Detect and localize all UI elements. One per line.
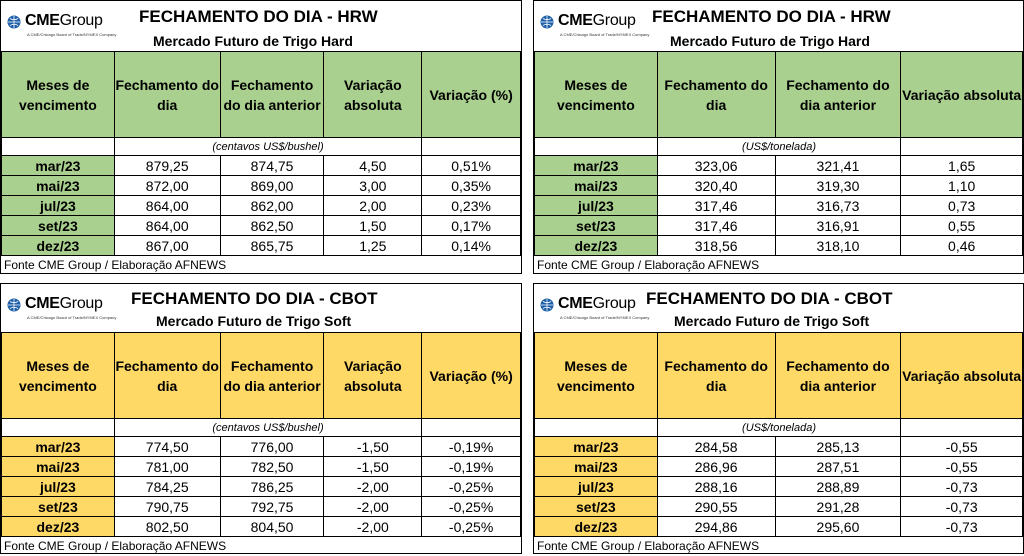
logo-wordmark: CMEGroup	[25, 12, 103, 29]
globe-icon	[7, 298, 21, 312]
header-prev-close: Fechamento do dia anterior	[775, 52, 901, 138]
value-cell: 291,28	[775, 497, 901, 517]
table-row	[535, 437, 1023, 457]
table-row	[2, 457, 521, 477]
header-close: Fechamento do dia	[657, 52, 775, 138]
value-cell: -0,25%	[422, 497, 521, 517]
table-row	[2, 216, 521, 236]
logo-tagline: A CME/Chicago Board of Trade/NYMEX Company	[560, 315, 650, 320]
maturity-cell: dez/23	[2, 517, 115, 537]
logo-tagline: A CME/Chicago Board of Trade/NYMEX Company	[560, 32, 650, 37]
panel-subtitle: Mercado Futuro de Trigo Hard	[670, 33, 870, 49]
value-cell: 0,35%	[422, 176, 521, 196]
value-cell: 1,65	[901, 156, 1023, 176]
table-row	[2, 497, 521, 517]
value-cell: -0,55	[901, 437, 1023, 457]
maturity-cell: mai/23	[535, 457, 658, 477]
header-abs-change: Variação absoluta	[901, 333, 1023, 419]
header-pct-change: Variação (%)	[422, 52, 521, 138]
value-cell: 784,25	[114, 477, 220, 497]
table-row	[2, 196, 521, 216]
cbot-cents-panel	[0, 283, 522, 554]
value-cell: -0,55	[901, 457, 1023, 477]
panel-subtitle: Mercado Futuro de Trigo Soft	[156, 313, 352, 329]
value-cell: 320,40	[657, 176, 775, 196]
panel-header	[534, 1, 1023, 51]
table-row	[535, 236, 1023, 256]
value-cell: 1,10	[901, 176, 1023, 196]
value-cell: 790,75	[114, 497, 220, 517]
value-cell: -0,19%	[422, 457, 521, 477]
quotes-table	[1, 51, 521, 256]
value-cell: 864,00	[114, 196, 220, 216]
value-cell: 285,13	[775, 437, 901, 457]
value-cell: -0,73	[901, 497, 1023, 517]
value-cell: 0,14%	[422, 236, 521, 256]
value-cell: -0,73	[901, 477, 1023, 497]
table-row	[2, 236, 521, 256]
value-cell: 0,17%	[422, 216, 521, 236]
globe-icon	[540, 298, 554, 312]
value-cell: 294,86	[657, 517, 775, 537]
table-row	[535, 216, 1023, 236]
value-cell: 3,00	[324, 176, 422, 196]
maturity-cell: dez/23	[535, 517, 658, 537]
unit-label: (US$/tonelada)	[657, 138, 901, 156]
panel-subtitle: Mercado Futuro de Trigo Soft	[674, 313, 870, 329]
value-cell: 317,46	[657, 196, 775, 216]
maturity-cell: jul/23	[2, 477, 115, 497]
header-maturity: Meses de vencimento	[535, 333, 658, 419]
header-prev-close: Fechamento do dia anterior	[220, 52, 324, 138]
logo-tagline: A CME/Chicago Board of Trade/NYMEX Company	[27, 32, 117, 37]
maturity-cell: set/23	[535, 216, 658, 236]
value-cell: 864,00	[114, 216, 220, 236]
header-abs-change: Variação absoluta	[324, 333, 422, 419]
table-row	[535, 196, 1023, 216]
value-cell: 0,46	[901, 236, 1023, 256]
value-cell: 879,25	[114, 156, 220, 176]
value-cell: 284,58	[657, 437, 775, 457]
maturity-cell: set/23	[2, 497, 115, 517]
logo-wordmark: CMEGroup	[25, 295, 103, 312]
table-row	[535, 457, 1023, 477]
maturity-cell: jul/23	[535, 196, 658, 216]
value-cell: 0,23%	[422, 196, 521, 216]
source-note: Fonte CME Group / Elaboração AFNEWS	[4, 539, 227, 553]
logo-wordmark: CMEGroup	[558, 295, 636, 312]
header-prev-close: Fechamento do dia anterior	[220, 333, 324, 419]
table-row	[2, 176, 521, 196]
value-cell: 867,00	[114, 236, 220, 256]
value-cell: 316,73	[775, 196, 901, 216]
value-cell: 862,00	[220, 196, 324, 216]
table-row	[2, 517, 521, 537]
logo-wordmark: CMEGroup	[558, 12, 636, 29]
value-cell: 0,55	[901, 216, 1023, 236]
panel-header	[1, 1, 521, 51]
value-cell: -2,00	[324, 477, 422, 497]
value-cell: -1,50	[324, 457, 422, 477]
unit-label: (centavos US$/bushel)	[114, 138, 421, 156]
cbot-ton-panel	[533, 283, 1024, 554]
globe-icon	[7, 15, 21, 29]
maturity-cell: mai/23	[2, 457, 115, 477]
value-cell: 1,25	[324, 236, 422, 256]
value-cell: 317,46	[657, 216, 775, 236]
header-abs-change: Variação absoluta	[901, 52, 1023, 138]
value-cell: 869,00	[220, 176, 324, 196]
value-cell: -2,00	[324, 517, 422, 537]
value-cell: 874,75	[220, 156, 324, 176]
unit-label: (centavos US$/bushel)	[114, 419, 421, 437]
value-cell: 288,16	[657, 477, 775, 497]
table-row	[2, 156, 521, 176]
quotes-table	[534, 51, 1023, 256]
source-note: Fonte CME Group / Elaboração AFNEWS	[4, 258, 227, 272]
value-cell: 295,60	[775, 517, 901, 537]
table-row	[535, 176, 1023, 196]
globe-icon	[540, 15, 554, 29]
panel-header	[1, 284, 521, 332]
value-cell: 802,50	[114, 517, 220, 537]
value-cell: 318,10	[775, 236, 901, 256]
hrw-ton-panel	[533, 0, 1024, 274]
maturity-cell: dez/23	[2, 236, 115, 256]
source-note: Fonte CME Group / Elaboração AFNEWS	[537, 539, 760, 553]
value-cell: 804,50	[220, 517, 324, 537]
value-cell: 792,75	[220, 497, 324, 517]
header-abs-change: Variação absoluta	[324, 52, 422, 138]
value-cell: 0,73	[901, 196, 1023, 216]
maturity-cell: mar/23	[2, 437, 115, 457]
value-cell: 782,50	[220, 457, 324, 477]
table-row	[535, 477, 1023, 497]
maturity-cell: jul/23	[2, 196, 115, 216]
header-maturity: Meses de vencimento	[535, 52, 658, 138]
header-close: Fechamento do dia	[114, 52, 220, 138]
table-row	[535, 497, 1023, 517]
value-cell: 781,00	[114, 457, 220, 477]
value-cell: 865,75	[220, 236, 324, 256]
maturity-cell: dez/23	[535, 236, 658, 256]
table-row	[535, 156, 1023, 176]
maturity-cell: set/23	[535, 497, 658, 517]
header-close: Fechamento do dia	[114, 333, 220, 419]
maturity-cell: mar/23	[535, 156, 658, 176]
header-prev-close: Fechamento do dia anterior	[775, 333, 901, 419]
panel-title: FECHAMENTO DO DIA - HRW	[652, 7, 891, 26]
maturity-cell: mai/23	[535, 176, 658, 196]
value-cell: 321,41	[775, 156, 901, 176]
panel-title: FECHAMENTO DO DIA - CBOT	[646, 289, 893, 308]
quotes-table	[534, 332, 1023, 537]
header-pct-change: Variação (%)	[422, 333, 521, 419]
table-row	[535, 517, 1023, 537]
value-cell: 319,30	[775, 176, 901, 196]
value-cell: -0,25%	[422, 477, 521, 497]
panel-title: FECHAMENTO DO DIA - HRW	[139, 7, 378, 26]
value-cell: 287,51	[775, 457, 901, 477]
value-cell: 2,00	[324, 196, 422, 216]
value-cell: 776,00	[220, 437, 324, 457]
unit-label: (US$/tonelada)	[657, 419, 901, 437]
value-cell: -0,25%	[422, 517, 521, 537]
panel-header	[534, 284, 1023, 332]
maturity-cell: mar/23	[535, 437, 658, 457]
value-cell: 316,91	[775, 216, 901, 236]
value-cell: 288,89	[775, 477, 901, 497]
header-maturity: Meses de vencimento	[2, 52, 115, 138]
value-cell: -2,00	[324, 497, 422, 517]
header-maturity: Meses de vencimento	[2, 333, 115, 419]
table-row	[2, 477, 521, 497]
quotes-table	[1, 332, 521, 537]
value-cell: 323,06	[657, 156, 775, 176]
header-close: Fechamento do dia	[657, 333, 775, 419]
maturity-cell: mar/23	[2, 156, 115, 176]
value-cell: 290,55	[657, 497, 775, 517]
table-row	[2, 437, 521, 457]
value-cell: 872,00	[114, 176, 220, 196]
maturity-cell: mai/23	[2, 176, 115, 196]
value-cell: 318,56	[657, 236, 775, 256]
logo-tagline: A CME/Chicago Board of Trade/NYMEX Company	[27, 315, 117, 320]
maturity-cell: jul/23	[535, 477, 658, 497]
value-cell: -0,73	[901, 517, 1023, 537]
value-cell: 0,51%	[422, 156, 521, 176]
panel-subtitle: Mercado Futuro de Trigo Hard	[153, 33, 353, 49]
value-cell: 286,96	[657, 457, 775, 477]
hrw-cents-panel	[0, 0, 522, 274]
value-cell: 774,50	[114, 437, 220, 457]
value-cell: 1,50	[324, 216, 422, 236]
value-cell: 862,50	[220, 216, 324, 236]
source-note: Fonte CME Group / Elaboração AFNEWS	[537, 258, 760, 272]
value-cell: -0,19%	[422, 437, 521, 457]
value-cell: 4,50	[324, 156, 422, 176]
value-cell: -1,50	[324, 437, 422, 457]
panel-title: FECHAMENTO DO DIA - CBOT	[131, 289, 378, 308]
value-cell: 786,25	[220, 477, 324, 497]
maturity-cell: set/23	[2, 216, 115, 236]
